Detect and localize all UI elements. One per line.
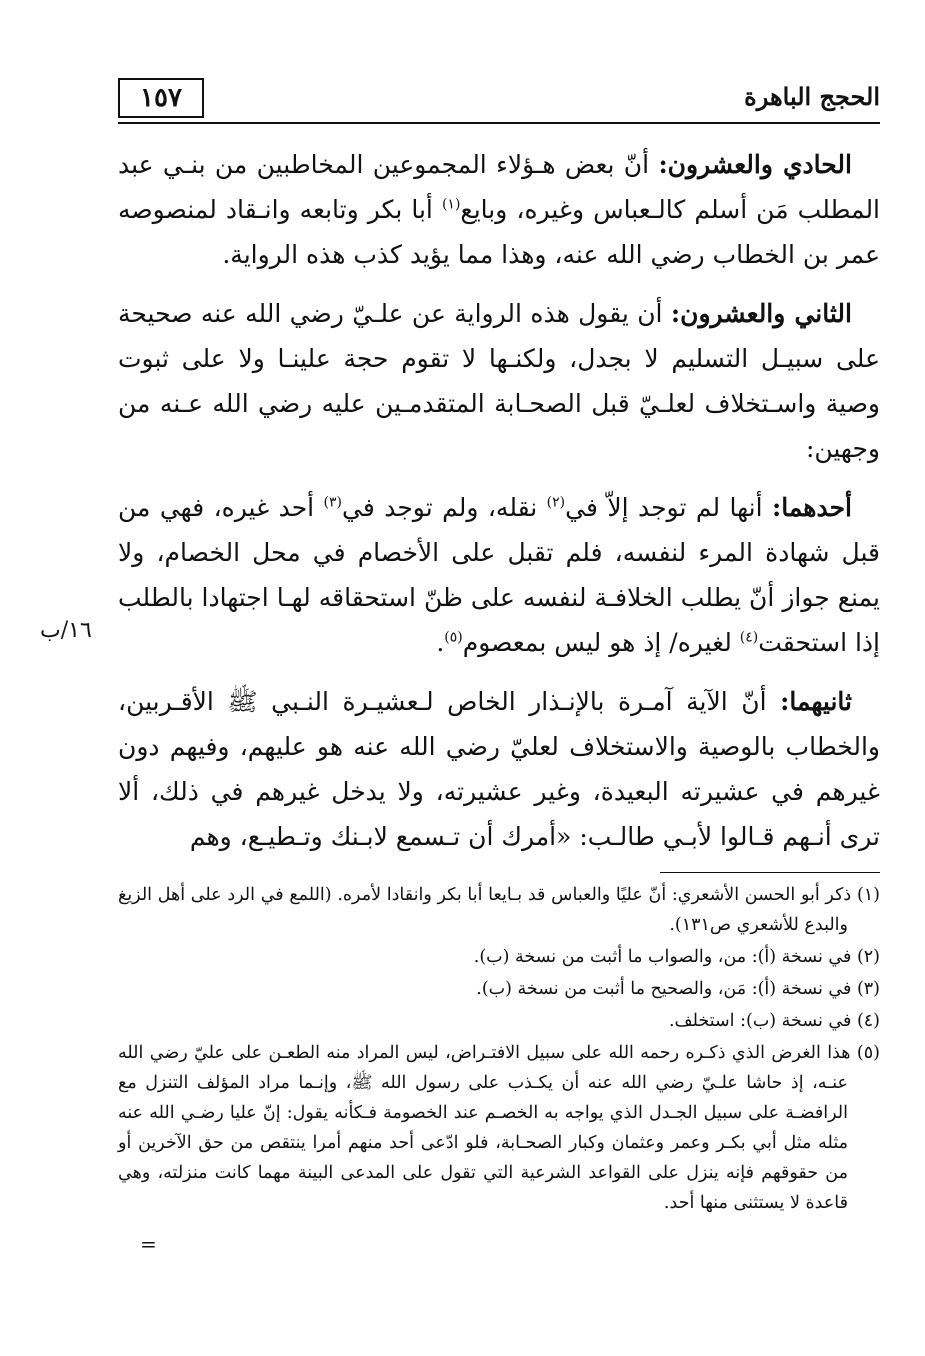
footnote-text: في نسخة (أ): مَن، والصحيح ما أثبت من نسخة (ب). [476,979,852,999]
main-text [118,142,880,873]
paragraph-text: أنّ الآية آمـرة بالإنـذار الخاص لـعشيـرة النـبي ﷺ الأقـربين، والخطاب بالوصية والاستخلاف لعليّ رضي الله عنه هو عليهم، وفيهم دون غيرهم في عشيرته البعيدة، وغير عشيرته، ولا يدخل غيرهم في ذلك، ألا ترى أنـهم قـالوا لأبـي طالـب: «أمرك أن تـسمع لابـنك وتـطيـع، وهم [118,687,880,851]
footnote-text: ذكر أبو الحسن الأشعري: أنّ عليًا والعباس قد بـايعا أبا بكر وانقادا لأمره. (اللمع في الرد على أهل الزيغ والبدع للأشعري ص١٣١). [118,885,852,935]
paragraph-text: أحد غيره، فهي من قبل شهادة المرء لنفسه، فلم تقبل على الأخصام في محل الخصام، ولا يمنع جواز أنّ يطلب الخلافـة لنفسه على ظنّ استحقاقه لهـا اجتهادا بالطلب إذا استحقت [118,493,880,657]
manuscript-folio-marker: ١٦/ب [40,618,92,643]
paragraph-heading: الحادي والعشرون: [658,150,852,179]
footnote-number: (٥) [856,1043,880,1063]
paragraph-second-reason [118,679,880,859]
footnotes [118,880,880,1220]
footnote-ref: (١) [441,196,461,213]
footnote-1 [118,880,880,940]
paragraph-text: أنها لم توجد إلاّ في [565,493,763,522]
footnote-4 [118,1006,880,1036]
footnote-text: في نسخة (ب): استخلف. [668,1011,852,1031]
paragraph-heading: أحدهما: [772,493,853,522]
running-title: الحجج الباهرة [744,82,880,111]
paragraph-text: أبا بكر وتابعه وانـقاد لمنصوصه عمر بن الخطاب رضي الله عنه، وهذا مما يؤيد كذب هذه الرواية. [118,195,880,269]
footnote-number: (٣) [856,979,880,999]
page-number: ١٥٧ [118,78,204,118]
footnote-text: في نسخة (أ): من، والصواب ما أثبت من نسخة (ب). [473,947,852,967]
paragraph-text: نقله، ولم توجد في [342,493,538,522]
footnote-number: (٤) [856,1011,880,1031]
footnote-continuation-mark: = [140,1232,157,1256]
footnote-2 [118,942,880,972]
paragraph-heading: ثانيهما: [780,687,852,716]
footnote-5 [118,1038,880,1218]
paragraph-text: أن يقول هذه الرواية عن علـيّ رضي الله عنه صحيحة على سبيـل التسليم لا بجدل، ولكنـها لا تقوم حجة علينـا ولا على ثبوت وصية واسـتخلاف لعلـيّ قبل الصحـابة المتقدمـين عليه رضي الله عـنه من وجهين: [118,299,880,463]
header-divider [118,122,880,124]
paragraph-21 [118,142,880,277]
footnote-number: (١) [856,885,880,905]
paragraph-text: . [436,628,445,657]
footnote-ref: (٣) [323,494,343,511]
page-header [118,72,880,122]
footnote-number: (٢) [856,947,880,967]
paragraph-22 [118,291,880,471]
paragraph-heading: الثاني والعشرون: [670,299,852,328]
paragraph-first-reason [118,485,880,665]
footnote-ref: (٥) [444,629,463,646]
footnote-divider [660,872,880,873]
paragraph-text: لغيره/ إذ هو ليس بمعصوم [462,628,732,657]
paragraph-text: أنّ بعض هـؤلاء المجموعين المخاطبين من بنـي عبد المطلب مَن أسلم كالـعباس وغيره، وبايع [118,150,881,224]
footnote-text: هذا الغرض الذي ذكـره رحمه الله على سبيل الافتـراض، ليس المراد منه الطعـن على عليّ رضي الله عنـه، إذ حاشا علـيّ رضي الله عنه أن يكـذب على رسول الله ﷺ، وإنـما مراد المؤلف التنزل مع الرافضـة على سبيل الجـدل الذي يواجه به الخصـم عند الخصومة فـكأنه يقول: إنّ عليا رضـي الله عنه مثله مثل أبي بكـر وعمر وعثمان وكبار الصحـابة، فلو ادّعى أحد منهم أمرا ينتقص من حق الآخرين أو من حقوقهم فإنه ينزل على القواعد الشرعية التي تقول على المدعى البينة مهما كانت منزلته، وهي قاعدة لا يستثنى منها أحد. [118,1043,851,1213]
footnote-ref: (٢) [546,494,566,511]
footnote-ref: (٤) [739,629,759,646]
footnote-3 [118,974,880,1004]
